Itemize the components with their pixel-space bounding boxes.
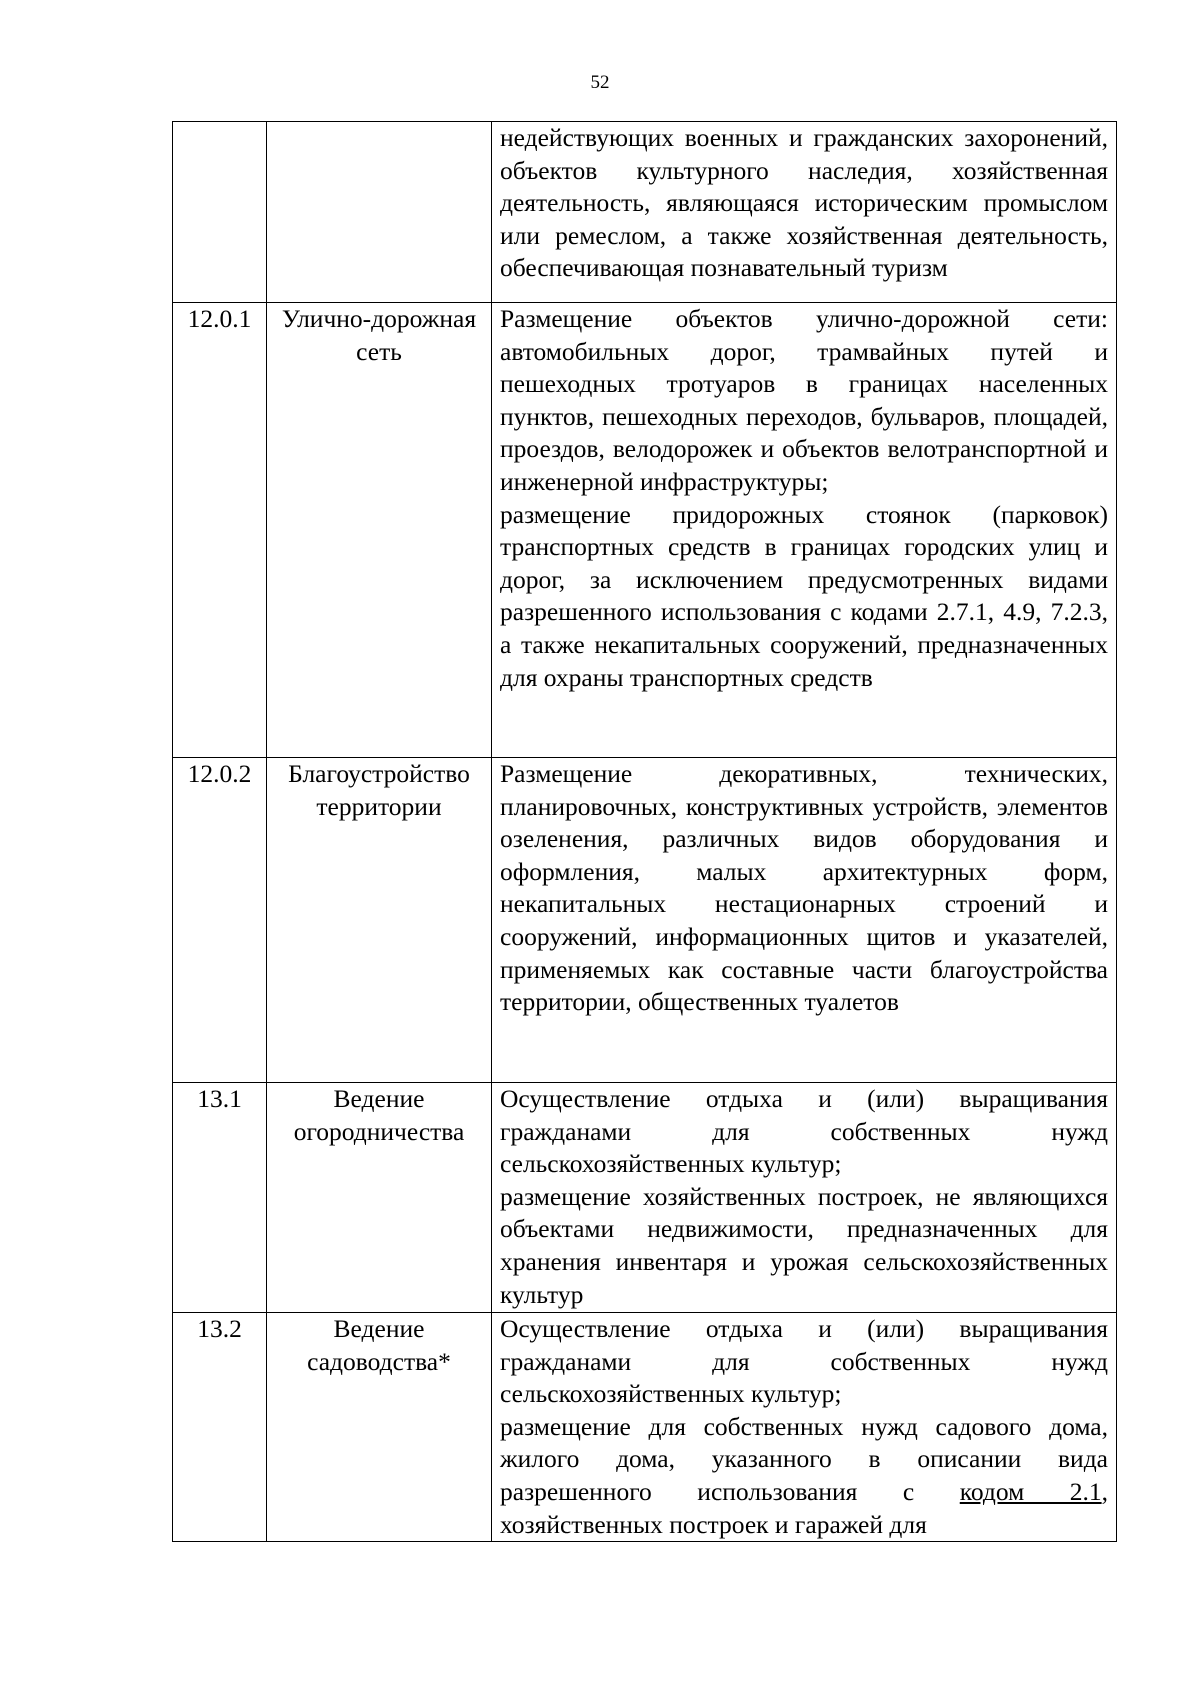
- row-code: [173, 122, 267, 303]
- table-row: [173, 303, 1117, 758]
- land-use-table: [172, 121, 1117, 1542]
- description-paragraph: [500, 1411, 1108, 1541]
- row-name: Благоустройство территории: [267, 758, 492, 1083]
- table-row: [173, 1313, 1117, 1542]
- description-paragraph: недействующих военных и гражданских захоронений, объектов культурного наследия, хозяйственная деятельность, являющаяся историческим промыслом или ремеслом, а также хозяйственная деятельность, обеспечивающая познавательный туризм: [500, 123, 1108, 283]
- description-paragraph: Размещение декоративных, технических, планировочных, конструктивных устройств, элементов озеленения, различных видов оборудования и оформления, малых архитектурных форм, некапитальных нестационарных строений и сооружений, информационных щитов и указателей, применяемых как составные части благоустройства территории, общественных туалетов: [500, 759, 1108, 1017]
- table-row: [173, 122, 1117, 303]
- row-description: [492, 303, 1117, 758]
- table-row: [173, 1083, 1117, 1313]
- row-description: [492, 1083, 1117, 1313]
- description-paragraph: размещение придорожных стоянок (парковок) транспортных средств в границах городских улиц и дорог, за исключением предусмотренных видами разрешенного использования с кодами 2.7.1, 4.9, 7.2.3, а также некапитальных сооружений, предназначенных для охраны транспортных средств: [500, 499, 1108, 692]
- code-reference-link[interactable]: кодом 2.1: [959, 1476, 1102, 1506]
- table-row: [173, 758, 1117, 1083]
- description-paragraph: Размещение объектов улично-дорожной сети: автомобильных дорог, трамвайных путей и пешеходных тротуаров в границах населенных пунктов, пешеходных переходов, бульваров, площадей, проездов, велодорожек и объектов велотранспортной и инженерной инфраструктуры;: [500, 304, 1108, 496]
- row-description: [492, 1313, 1117, 1542]
- description-paragraph: размещение хозяйственных построек, не являющихся объектами недвижимости, предназначенных для хранения инвентаря и урожая сельскохозяйственных культур: [500, 1181, 1108, 1309]
- row-name: Улично-дорожная сеть: [267, 303, 492, 758]
- page-number: 52: [590, 72, 610, 93]
- description-paragraph: Осуществление отдыха и (или) выращивания гражданами для собственных нужд сельскохозяйственных культур;: [500, 1314, 1108, 1409]
- row-code: 12.0.1: [173, 303, 267, 758]
- description-text: размещение для собственных нужд садового дома, жилого дома, указанного в описании вида разрешенного использования с: [500, 1411, 1108, 1506]
- description-text: , хозяйственных построек и гаражей для: [500, 1476, 1108, 1539]
- row-name: [267, 122, 492, 303]
- row-code: 13.2: [173, 1313, 267, 1542]
- row-code: 13.1: [173, 1083, 267, 1313]
- row-description: [492, 758, 1117, 1083]
- row-name: Ведение огородничества: [267, 1083, 492, 1313]
- row-code: 12.0.2: [173, 758, 267, 1083]
- row-description: [492, 122, 1117, 303]
- row-name: Ведение садоводства*: [267, 1313, 492, 1542]
- description-paragraph: Осуществление отдыха и (или) выращивания гражданами для собственных нужд сельскохозяйственных культур;: [500, 1084, 1108, 1179]
